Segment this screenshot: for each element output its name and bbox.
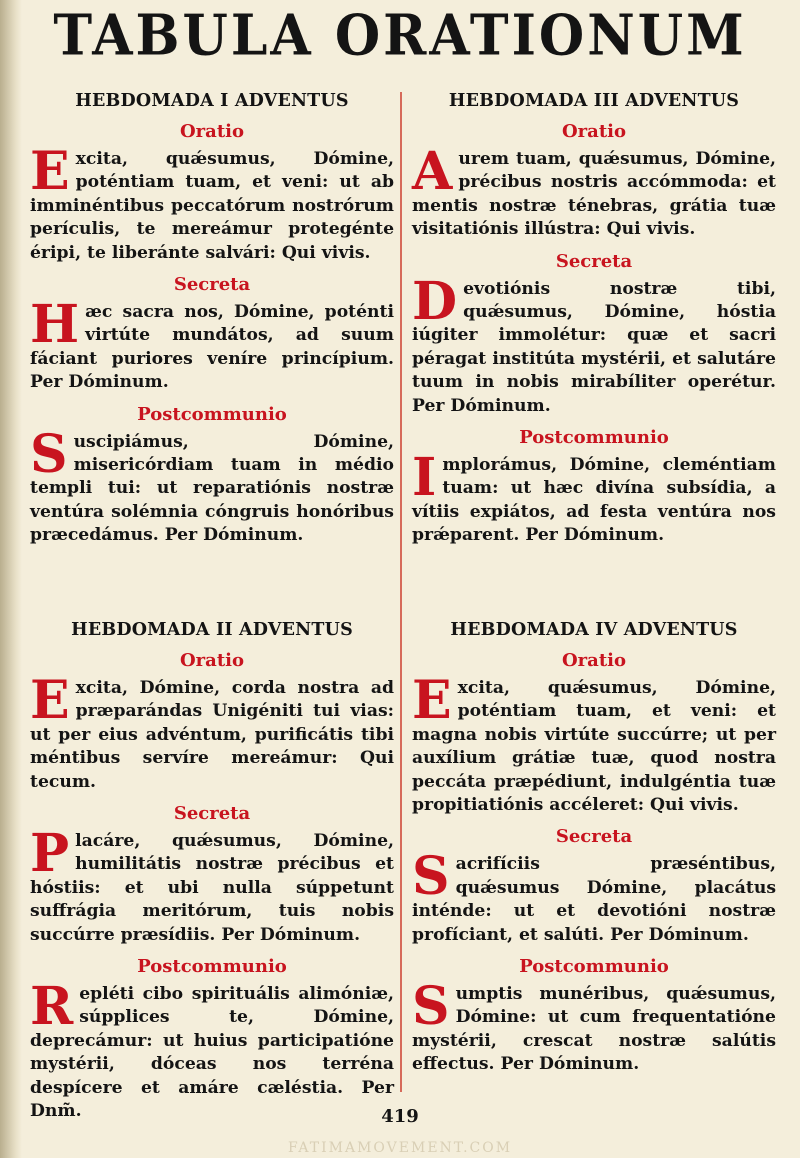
oratio-text: Excita, quǽsumus, Dómine, poténtiam tuam, et veni: ut ab imminéntibus peccatórum nostrórum perículis, te mereámur protegénte éripi, te liberánte salvári: Qui vivis. (30, 141, 394, 263)
secreta-text: Hæc sacra nos, Dómine, poténti virtúte mundátos, ad suum fáciant puriores veníre princípium. Per Dóminum. (30, 294, 394, 393)
secreta-text: Devotiónis nostræ tibi, quǽsumus, Dómine, hóstia iúgiter immolétur: quæ et sacri péragat institúta mystérii, et salutáre tuum in nobis mirabíliter operétur. Per Dóminum. (412, 270, 776, 416)
drop-cap: I (412, 447, 437, 509)
week-heading: HEBDOMADA III ADVENTUS (448, 91, 740, 111)
oratio-label: Oratio (562, 121, 626, 142)
secreta-text: Sacrifíciis præséntibus, quǽsumus Dómine, placátus inténde: ut et devotióni nostræ profíciant, et salúti. Per Dóminum. (412, 846, 776, 945)
column-divider (400, 92, 402, 1092)
oratio-text: Excita, Dómine, corda nostra ad præparándas Unigéniti tui vias: ut per eius advéntum, purificátis tibi méntibus servíre mereámur: Qui tecum. (30, 670, 394, 792)
week-1-section (30, 86, 394, 554)
postcommunio-label: Postcommunio (519, 956, 669, 978)
secreta-label: Secreta (173, 274, 251, 296)
postcommunio-label: Postcommunio (519, 427, 669, 449)
secreta-label: Secreta (555, 250, 633, 272)
oratio-label: Oratio (180, 121, 244, 142)
week-heading: HEBDOMADA II ADVENTUS (71, 620, 353, 640)
oratio-label: Oratio (562, 650, 626, 671)
drop-cap: R (30, 976, 74, 1038)
drop-cap: H (30, 294, 80, 356)
postcommunio-label: Postcommunio (137, 956, 287, 978)
secreta-label: Secreta (173, 803, 251, 825)
drop-cap: A (412, 141, 453, 202)
week-3-section (412, 86, 776, 554)
watermark: FATIMAMOVEMENT.COM (287, 1140, 513, 1156)
drop-cap: S (412, 846, 450, 908)
drop-cap: E (30, 670, 70, 731)
secreta-text: Placáre, quǽsumus, Dómine, humilitátis nostræ précibus et hóstiis: et ubi nulla súppetunt suffrágia meritórum, tuis nobis succúrre præsídiis. Per Dóminum. (30, 823, 394, 945)
drop-cap: S (412, 976, 450, 1038)
postcommunio-text: Implorámus, Dómine, cleméntiam tuam: ut hæc divína subsídia, a vítiis expiátos, ad festa ventúra nos prǽparent. Per Dóminum. (412, 447, 776, 546)
drop-cap: E (30, 141, 70, 202)
drop-cap: E (412, 670, 452, 731)
secreta-label: Secreta (555, 826, 633, 848)
week-2-section (30, 615, 394, 1130)
page-gutter-shadow (0, 0, 22, 1158)
oratio-label: Oratio (180, 650, 244, 671)
oratio-text: Excita, quǽsumus, Dómine, poténtiam tuam, et veni: et magna nobis virtúte succúrre; ut per auxílium grátiæ tuæ, quod nostra peccáta præpédiunt, indulgéntia tuæ propitiatiónis accéleret: Qui vivis. (412, 670, 776, 816)
postcommunio-text: Suscipiámus, Dómine, misericórdiam tuam in médio templi tui: ut reparatiónis nostræ ventúra solémnia cóngruis honóribus præcedámus. Per Dóminum. (30, 423, 394, 546)
drop-cap: P (30, 823, 70, 885)
oratio-text: Aurem tuam, quǽsumus, Dómine, précibus nostris accómmoda: et mentis nostræ ténebras, grátia tuæ visitatiónis illústra: Qui vivis. (412, 141, 776, 240)
page-number: 419 (381, 1106, 419, 1127)
postcommunio-text: Repléti cibo spirituális alimóniæ, súpplices te, Dómine, deprecámur: ut huius participatióne mystérii, dóceas nos terréna despícere et amáre cæléstia. Per Dnm̃. (30, 976, 394, 1122)
postcommunio-text: Sumptis munéribus, quǽsumus, Dómine: ut cum frequentatióne mystérii, crescat nostræ salútis effectus. Per Dóminum. (412, 976, 776, 1075)
week-heading: HEBDOMADA I ADVENTUS (75, 91, 349, 111)
drop-cap: D (412, 270, 458, 332)
postcommunio-label: Postcommunio (137, 403, 287, 425)
drop-cap: S (30, 423, 68, 485)
week-heading: HEBDOMADA IV ADVENTUS (450, 620, 738, 640)
page-title: TABULA ORATIONUM (53, 2, 747, 69)
week-4-section (412, 615, 776, 1083)
